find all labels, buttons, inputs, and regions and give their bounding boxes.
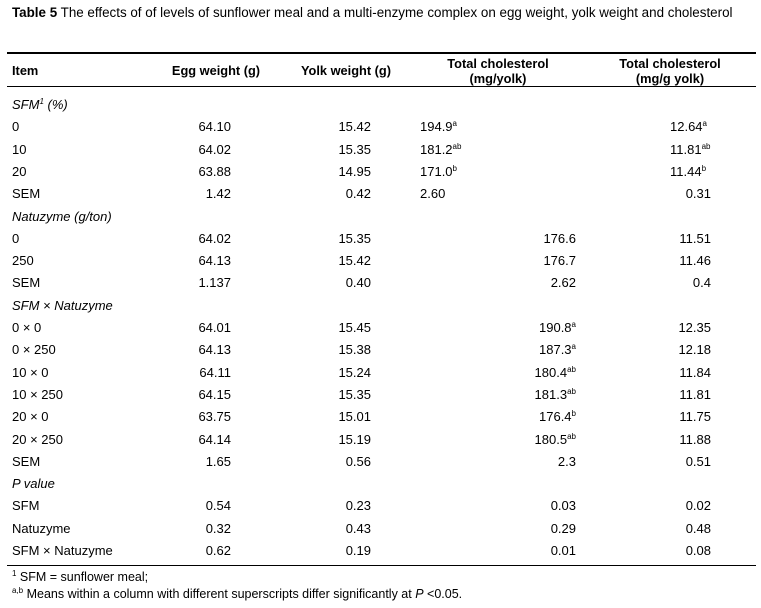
tc-yolk-value bbox=[543, 253, 576, 269]
tc-yolk-superscript: a bbox=[452, 119, 457, 129]
tc-g-number: 0.48 bbox=[685, 520, 711, 536]
header-item: Item bbox=[12, 63, 39, 78]
tc-yolk-value bbox=[420, 164, 457, 180]
tc-g-number: 0.02 bbox=[685, 498, 711, 514]
row-item-label: 0 × 250 bbox=[12, 342, 56, 358]
footnote-2-end: <0.05. bbox=[423, 587, 463, 601]
yolk-weight-value: 15.35 bbox=[338, 230, 371, 246]
tc-yolk-number: 2.3 bbox=[557, 453, 576, 469]
row-item-label: SFM × Natuzyme bbox=[12, 543, 113, 558]
row-item-label: 20 × 0 bbox=[12, 409, 49, 425]
tc-g-value bbox=[679, 432, 711, 448]
tc-yolk-number: 0.01 bbox=[550, 543, 576, 558]
tc-g-value bbox=[686, 521, 711, 537]
tc-yolk-superscript: a bbox=[571, 320, 576, 329]
header-tc-yolk-line2: (mg/yolk) bbox=[469, 71, 527, 86]
row-item-label: 0 bbox=[12, 230, 20, 246]
tc-g-value bbox=[679, 253, 711, 269]
yolk-weight-value: 15.38 bbox=[338, 342, 371, 358]
tc-g-number: 11.75 bbox=[679, 409, 711, 425]
tc-g-number: 11.51 bbox=[679, 230, 711, 246]
footnote-2-marker: a,b bbox=[12, 586, 24, 595]
row-item-label: 0 × 0 bbox=[12, 320, 42, 335]
yolk-weight-value: 15.19 bbox=[338, 431, 371, 447]
tc-yolk-value bbox=[543, 231, 576, 247]
tc-yolk-number: 176.4 bbox=[539, 409, 572, 425]
tc-g-number: 11.88 bbox=[679, 431, 711, 447]
tc-g-value bbox=[679, 231, 711, 247]
tc-yolk-superscript: b bbox=[452, 163, 457, 173]
egg-weight-value: 1.137 bbox=[198, 275, 231, 291]
group-label-interaction bbox=[12, 298, 113, 314]
header-total-cholesterol-yolk bbox=[418, 56, 578, 86]
row-item-label: SEM bbox=[12, 186, 41, 202]
egg-weight-value: 64.13 bbox=[198, 253, 231, 269]
tc-yolk-number: 0.29 bbox=[550, 520, 576, 536]
header-tc-yolk-line1: Total cholesterol bbox=[447, 56, 549, 71]
tc-yolk-value bbox=[551, 275, 576, 291]
tc-yolk-number: 180.5 bbox=[534, 431, 568, 447]
egg-weight-value: 63.88 bbox=[198, 163, 231, 179]
egg-weight-value: 0.62 bbox=[205, 543, 231, 558]
tc-yolk-number: 181.3 bbox=[534, 386, 568, 402]
group-label-sfm bbox=[12, 97, 68, 113]
yolk-weight-value: 0.42 bbox=[345, 186, 371, 202]
egg-weight-value: 0.32 bbox=[205, 520, 231, 536]
tc-yolk-number: 2.62 bbox=[550, 275, 576, 291]
row-item-label: 20 bbox=[12, 163, 27, 179]
egg-weight-value: 64.11 bbox=[199, 364, 231, 380]
tc-g-value bbox=[686, 543, 711, 559]
tc-yolk-value bbox=[535, 365, 576, 381]
egg-weight-value: 64.14 bbox=[198, 431, 231, 447]
tc-yolk-superscript: a bbox=[571, 342, 576, 352]
tc-g-number: 11.84 bbox=[679, 364, 711, 380]
footnote-1-text: SFM = sunflower meal; bbox=[16, 570, 149, 584]
header-egg-weight: Egg weight (g) bbox=[171, 63, 261, 78]
tc-yolk-superscript: b bbox=[571, 409, 576, 419]
group-label-text: Natuzyme (g/ton) bbox=[12, 208, 112, 224]
tc-g-superscript: ab bbox=[701, 141, 711, 151]
tc-yolk-number: 2.60 bbox=[420, 186, 446, 202]
tc-yolk-superscript: ab bbox=[567, 386, 576, 396]
egg-weight-value: 64.15 bbox=[198, 386, 231, 402]
tc-yolk-number: 190.8 bbox=[539, 320, 572, 335]
tc-g-number: 12.18 bbox=[678, 342, 711, 358]
tc-g-value bbox=[670, 119, 707, 135]
yolk-weight-value: 0.23 bbox=[345, 498, 371, 514]
tc-g-superscript: a bbox=[702, 119, 707, 129]
tc-yolk-value bbox=[551, 498, 576, 514]
tc-g-number: 11.44 bbox=[670, 163, 702, 179]
tc-g-value bbox=[679, 365, 711, 381]
egg-weight-value: 64.13 bbox=[198, 342, 231, 358]
tc-yolk-number: 194.9 bbox=[420, 119, 453, 135]
tc-g-number: 0.4 bbox=[692, 275, 711, 291]
egg-weight-value: 64.02 bbox=[198, 141, 231, 157]
tc-g-value bbox=[678, 320, 711, 336]
tc-g-value bbox=[686, 498, 711, 514]
footnote-2-p: P bbox=[415, 587, 424, 601]
tc-g-number: 12.64 bbox=[670, 119, 703, 135]
tc-yolk-value bbox=[551, 543, 576, 559]
tc-yolk-value bbox=[420, 142, 461, 158]
tc-g-number: 11.81 bbox=[679, 386, 711, 402]
tc-g-number: 11.46 bbox=[679, 253, 711, 269]
tc-yolk-value bbox=[535, 387, 576, 403]
footnote-2-text: Means within a column with different superscripts differ significantly at bbox=[23, 587, 416, 601]
yolk-weight-value: 15.45 bbox=[338, 320, 371, 335]
tc-yolk-number: 0.03 bbox=[550, 498, 576, 514]
yolk-weight-value: 15.01 bbox=[338, 409, 371, 425]
tc-g-number: 12.35 bbox=[678, 320, 711, 335]
egg-weight-value: 63.75 bbox=[198, 409, 231, 425]
bottom-rule bbox=[7, 565, 756, 566]
yolk-weight-value: 0.19 bbox=[345, 543, 371, 558]
tc-g-value bbox=[678, 342, 711, 358]
top-rule bbox=[7, 52, 756, 54]
tc-yolk-number: 176.7 bbox=[543, 253, 576, 269]
header-total-cholesterol-per-g bbox=[590, 56, 750, 86]
tc-yolk-number: 180.4 bbox=[534, 364, 568, 380]
row-item-label: 10 × 0 bbox=[12, 364, 49, 380]
row-item-label: 20 × 250 bbox=[12, 431, 63, 447]
caption-text: The effects of of levels of sunflower meal and a multi-enzyme complex on egg weight, yolk weight and cholesterol bbox=[57, 5, 733, 20]
group-label-text: SFM × Natuzyme bbox=[12, 297, 113, 313]
egg-weight-value: 64.02 bbox=[198, 230, 231, 246]
tc-yolk-value bbox=[551, 521, 576, 537]
row-item-label: 250 bbox=[12, 253, 34, 269]
tc-g-value bbox=[693, 275, 711, 291]
header-tc-g-line1: Total cholesterol bbox=[619, 56, 721, 71]
tc-yolk-value bbox=[539, 320, 576, 336]
yolk-weight-value: 15.35 bbox=[338, 386, 371, 402]
tc-yolk-number: 176.6 bbox=[543, 230, 576, 246]
header-yolk-weight: Yolk weight (g) bbox=[300, 63, 392, 78]
table-caption bbox=[12, 3, 752, 22]
footnote-1 bbox=[12, 569, 148, 585]
row-item-label: SFM bbox=[12, 498, 40, 514]
yolk-weight-value: 15.42 bbox=[338, 119, 371, 135]
tc-yolk-value bbox=[535, 432, 576, 448]
egg-weight-value: 1.42 bbox=[205, 186, 231, 202]
tc-g-value bbox=[686, 454, 711, 470]
tc-yolk-number: 187.3 bbox=[539, 342, 572, 358]
tc-g-number: 0.51 bbox=[685, 453, 711, 469]
tc-yolk-superscript: ab bbox=[567, 431, 576, 441]
tc-g-superscript: b bbox=[701, 163, 707, 173]
footnote-1-marker: 1 bbox=[12, 569, 17, 578]
tc-yolk-value bbox=[420, 119, 457, 135]
tc-yolk-superscript: ab bbox=[567, 364, 576, 374]
tc-g-value bbox=[679, 387, 711, 403]
tc-g-value bbox=[686, 186, 711, 202]
egg-weight-value: 64.01 bbox=[198, 320, 231, 335]
group-label-sup: 1 bbox=[39, 97, 44, 106]
tc-g-number: 0.31 bbox=[685, 186, 711, 202]
row-item-label: 10 bbox=[12, 141, 27, 157]
egg-weight-value: 0.54 bbox=[205, 498, 231, 514]
header-tc-g-line2: (mg/g yolk) bbox=[635, 71, 705, 86]
row-item-label: Natuzyme bbox=[12, 520, 71, 536]
group-label-suffix: (%) bbox=[43, 97, 68, 112]
group-label-pvalue bbox=[12, 476, 55, 492]
yolk-weight-value: 0.40 bbox=[345, 275, 371, 291]
group-label-text: P value bbox=[12, 476, 55, 492]
table-label: Table 5 bbox=[12, 5, 58, 20]
row-item-label: 0 bbox=[12, 119, 20, 135]
tc-yolk-number: 181.2 bbox=[420, 141, 453, 157]
tc-yolk-value bbox=[420, 186, 445, 202]
tc-yolk-superscript: ab bbox=[452, 141, 462, 151]
tc-g-number: 0.08 bbox=[685, 543, 711, 558]
tc-yolk-value bbox=[558, 454, 576, 470]
egg-weight-value: 64.10 bbox=[198, 119, 231, 135]
yolk-weight-value: 14.95 bbox=[338, 163, 371, 179]
group-label-text: SFM bbox=[12, 97, 40, 112]
row-item-label: SEM bbox=[12, 275, 41, 291]
group-label-natuzyme bbox=[12, 209, 112, 225]
yolk-weight-value: 0.43 bbox=[345, 520, 371, 536]
row-item-label: SEM bbox=[12, 453, 41, 469]
tc-yolk-value bbox=[539, 342, 576, 358]
yolk-weight-value: 15.42 bbox=[338, 253, 371, 269]
tc-g-value bbox=[670, 164, 706, 180]
tc-yolk-value bbox=[539, 409, 576, 425]
tc-g-value bbox=[670, 142, 710, 158]
tc-g-number: 11.81 bbox=[670, 141, 702, 157]
yolk-weight-value: 0.56 bbox=[345, 453, 371, 469]
tc-yolk-number: 171.0 bbox=[420, 163, 453, 179]
header-rule bbox=[7, 86, 756, 87]
footnote-2 bbox=[12, 586, 462, 602]
yolk-weight-value: 15.24 bbox=[338, 364, 371, 380]
yolk-weight-value: 15.35 bbox=[338, 141, 371, 157]
tc-g-value bbox=[679, 409, 711, 425]
row-item-label: 10 × 250 bbox=[12, 386, 63, 402]
egg-weight-value: 1.65 bbox=[205, 453, 231, 469]
